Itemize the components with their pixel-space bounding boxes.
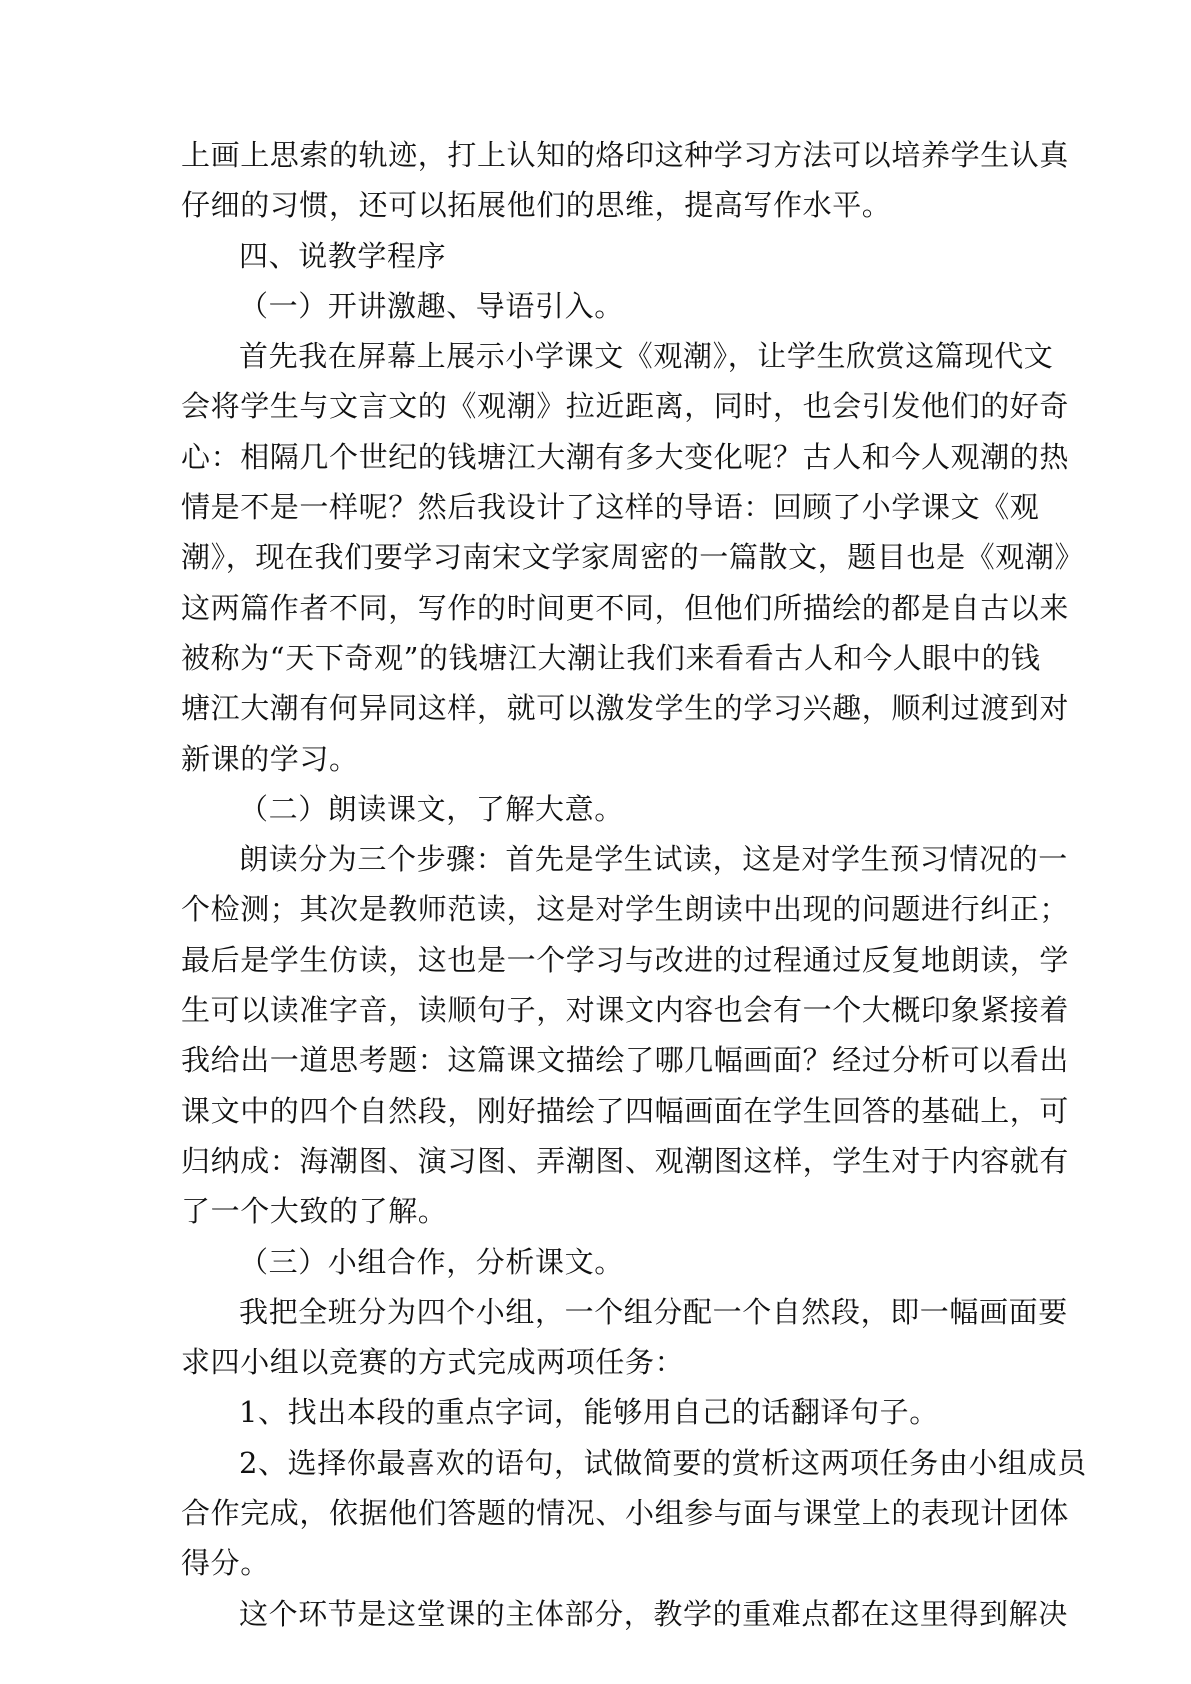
subsection-heading: （二）朗读课文，了解大意。	[239, 791, 624, 826]
paragraph-start: 我把全班分为四个小组，一个组分配一个自然段，即一幅画面要	[239, 1294, 1068, 1329]
text-line: 仔细的习惯，还可以拓展他们的思维，提高写作水平。	[181, 188, 892, 223]
text-line: 这两篇作者不同，写作的时间更不同，但他们所描绘的都是自古以来	[181, 590, 1070, 625]
list-item: 2、选择你最喜欢的语句，试做简要的赏析这两项任务由小组成员	[239, 1445, 1087, 1480]
text-line: 新课的学习。	[181, 741, 359, 776]
text-line: 被称为“天下奇观”的钱塘江大潮让我们来看看古人和今人眼中的钱	[181, 640, 1041, 675]
text-line: 求四小组以竞赛的方式完成两项任务：	[181, 1345, 685, 1380]
text-line: 潮》，现在我们要学习南宋文学家周密的一篇散文，题目也是《观潮》	[181, 540, 1085, 575]
text-line: 了一个大致的了解。	[181, 1194, 448, 1229]
text-line: 心：相隔几个世纪的钱塘江大潮有多大变化呢？古人和今人观潮的热	[181, 439, 1070, 474]
text-line: 最后是学生仿读，这也是一个学习与改进的过程通过反复地朗读，学	[181, 942, 1070, 977]
text-line: 个检测；其次是教师范读，这是对学生朗读中出现的问题进行纠正；	[181, 892, 1070, 927]
subsection-heading: （一）开讲激趣、导语引入。	[239, 288, 624, 323]
text-line: 生可以读准字音，读顺句子，对课文内容也会有一个大概印象紧接着	[181, 993, 1070, 1028]
text-line: 上画上思索的轨迹，打上认知的烙印这种学习方法可以培养学生认真	[181, 138, 1070, 172]
text-line: 得分。	[181, 1546, 270, 1581]
text-line: 合作完成，依据他们答题的情况、小组参与面与课堂上的表现计团体	[181, 1496, 1070, 1531]
text-line: 课文中的四个自然段，刚好描绘了四幅画面在学生回答的基础上，可	[181, 1093, 1070, 1128]
paragraph-start: 首先我在屏幕上展示小学课文《观潮》，让学生欣赏这篇现代文	[239, 339, 1054, 374]
text-line: 塘江大潮有何异同这样，就可以激发学生的学习兴趣，顺利过渡到对	[181, 691, 1070, 726]
paragraph-start: 这个环节是这堂课的主体部分，教学的重难点都在这里得到解决	[239, 1596, 1068, 1631]
text-line: 归纳成：海潮图、演习图、弄潮图、观潮图这样，学生对于内容就有	[181, 1143, 1070, 1178]
section-heading: 四、说教学程序	[239, 238, 447, 273]
text-line: 我给出一道思考题：这篇课文描绘了哪几幅画面？经过分析可以看出	[181, 1043, 1070, 1078]
document-body	[181, 130, 1087, 1639]
text-line: 情是不是一样呢？然后我设计了这样的导语：回顾了小学课文《观	[181, 490, 1040, 525]
text-line: 会将学生与文言文的《观潮》拉近距离，同时，也会引发他们的好奇	[181, 389, 1070, 424]
list-item: 1、找出本段的重点字词，能够用自己的话翻译句子。	[239, 1395, 939, 1430]
paragraph-start: 朗读分为三个步骤：首先是学生试读，这是对学生预习情况的一	[239, 842, 1068, 877]
subsection-heading: （三）小组合作，分析课文。	[239, 1244, 624, 1279]
